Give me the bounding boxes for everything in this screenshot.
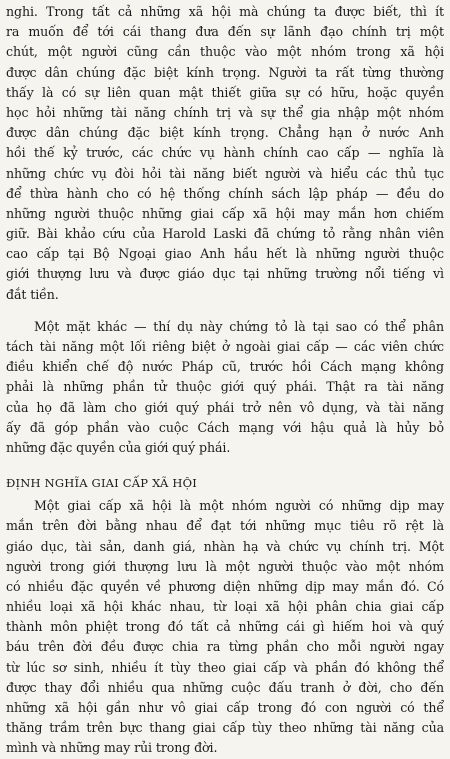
text-line: được dân chúng đặc biệt kính trọng. Chẳng hạn ở nước Anh: [6, 125, 444, 141]
paragraph-3: [6, 496, 444, 758]
text-line: cao cấp tại Bộ Ngoại giao Anh hầu hết là những người thuộc: [6, 246, 444, 262]
text-line: học hỏi những tài năng chính trị và sự thể gia nhập một nhóm: [6, 104, 444, 120]
text-line: tách tài năng một lối riêng biệt ở ngoài giai cấp — các viên chức: [6, 339, 444, 354]
text-line: Một mặt khác — thí dụ này chứng tỏ là tại sao có thể phân: [34, 318, 444, 334]
text-line: ấy đã góp phần vào cuộc Cách mạng với hậu quả là hủy bỏ: [6, 419, 444, 435]
text-line: những chức vụ đòi hỏi tài năng biết người và hiểu các thủ tục: [6, 165, 444, 181]
text-line: nghi. Trong tất cả những xã hội mà chúng ta được biết, thì ít: [6, 4, 444, 19]
text-line: ra muốn để tới cái thang đưa đến sự lãnh đạo chính trị một: [6, 24, 444, 40]
text-line: từ lúc sơ sinh, nhiều ít tùy theo giai cấp và phần đó không thể: [6, 659, 444, 675]
text-line: người trong giới thượng lưu là một người thuộc vào một nhóm: [6, 558, 444, 574]
text-line: điều khiển chế độ nước Pháp cũ, trước hồi Cách mạng không: [6, 359, 444, 375]
section-heading: ĐỊNH NGHĨA GIAI CẤP XÃ HỘI: [6, 476, 198, 491]
text-line: thành môn phiệt trong đó tất cả những cái gì hiếm hoi và quý: [6, 619, 444, 635]
paragraph-1: [6, 2, 444, 305]
text-line: những người thuộc những giai cấp xã hội may mắn hơn chiếm: [6, 205, 444, 221]
text-line: thấy là có sự liên quan mật thiết giữa sự có hữu, hoặc quyền: [6, 84, 444, 100]
text-line: báu trên đời đều được chia ra từng phần cho mỗi người ngay: [6, 639, 444, 655]
paragraph-2: [6, 317, 444, 458]
text-line: được dân chúng đặc biệt kính trọng. Người ta rất từng thường: [6, 64, 444, 80]
text-line: của họ đã làm cho giới quý phái trở nên vô dụng, và tài năng: [6, 399, 444, 415]
text-line: chút, một người cũng cần thuộc vào một nhóm trong xã hội: [6, 44, 444, 60]
text-line: có nhiều đặc quyền về phương diện những dịp may mắn đó. Có: [6, 578, 444, 594]
text-line: mình và những may rủi trong đời.: [6, 740, 218, 756]
text-line: để thừa hành cho có hệ thống chính sách lập pháp — đều do: [6, 185, 444, 201]
text-line: Một giai cấp xã hội là một nhóm người có những dịp may: [34, 498, 444, 514]
text-line: được thay đổi nhiều qua những cuộc đấu tranh ở đời, cho đến: [6, 679, 444, 695]
text-line: hồi thế kỷ trước, các chức vụ hành chính cao cấp — nghĩa là: [6, 145, 444, 161]
text-line: giữ. Bài khảo cứu của Harold Laski đã chứng tỏ rằng nhân viên: [6, 226, 444, 242]
text-line: giới thượng lưu và được giáo dục tại những trường nổi tiếng vì: [6, 266, 444, 282]
paragraph-spacer: [6, 305, 444, 317]
text-line: đắt tiền.: [6, 286, 59, 302]
text-line: mắn trên đời bằng nhau để đạt tới những mục tiêu rõ rệt là: [6, 518, 444, 534]
text-line: giáo dục, tài sản, danh giá, nhàn hạ và chức vụ chính trị. Một: [6, 538, 444, 554]
text-line: những xã hội gần như vô giai cấp trong đó con người có thể: [6, 700, 444, 715]
text-line: nhiều loại xã hội khác nhau, từ loại xã hội phân chia giai cấp: [6, 599, 444, 615]
paragraph-spacer: [6, 458, 444, 470]
text-line: thăng trầm trên bực thang giai cấp tùy theo những tài năng của: [6, 720, 444, 736]
text-line: những đặc quyền của giới quý phái.: [6, 439, 231, 455]
text-line: phải là những phần tử thuộc giới quý phái. Thật ra tài năng: [6, 379, 444, 395]
